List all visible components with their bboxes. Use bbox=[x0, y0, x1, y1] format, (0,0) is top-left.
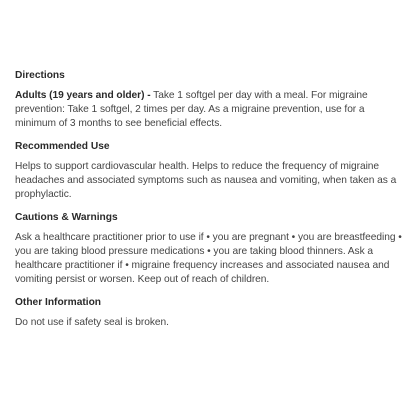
other-information-section bbox=[15, 296, 403, 330]
cautions-warnings-heading: Cautions & Warnings bbox=[15, 212, 118, 223]
directions-heading: Directions bbox=[15, 70, 65, 81]
cautions-warnings-text: Ask a healthcare practitioner prior to use if • you are pregnant • you are breastfeeding • you are taking blood pressure medications • you are taking blood thinners. Ask a healthcare practitioner if • migraine frequency increases and associated nausea and vomiting persist or worsen. Keep out of reach of children. bbox=[15, 232, 402, 285]
other-information-text: Do not use if safety seal is broken. bbox=[15, 317, 169, 328]
directions-text bbox=[15, 89, 403, 131]
recommended-use-section bbox=[15, 140, 403, 202]
directions-section bbox=[15, 69, 403, 131]
directions-instructions: Take 1 softgel per day with a meal. For migraine prevention: Take 1 softgel, 2 times per day. As a migraine prevention, use for a minimum of 3 months to see beneficial effects. bbox=[15, 90, 368, 129]
other-information-heading: Other Information bbox=[15, 297, 102, 308]
recommended-use-text: Helps to support cardiovascular health. Helps to reduce the frequency of migraine headaches and associated symptoms such as nausea and vomiting, when taken as a prophylactic. bbox=[15, 161, 397, 200]
directions-audience: Adults (19 years and older) - bbox=[15, 90, 151, 101]
recommended-use-heading: Recommended Use bbox=[15, 141, 110, 152]
cautions-warnings-section bbox=[15, 211, 403, 287]
